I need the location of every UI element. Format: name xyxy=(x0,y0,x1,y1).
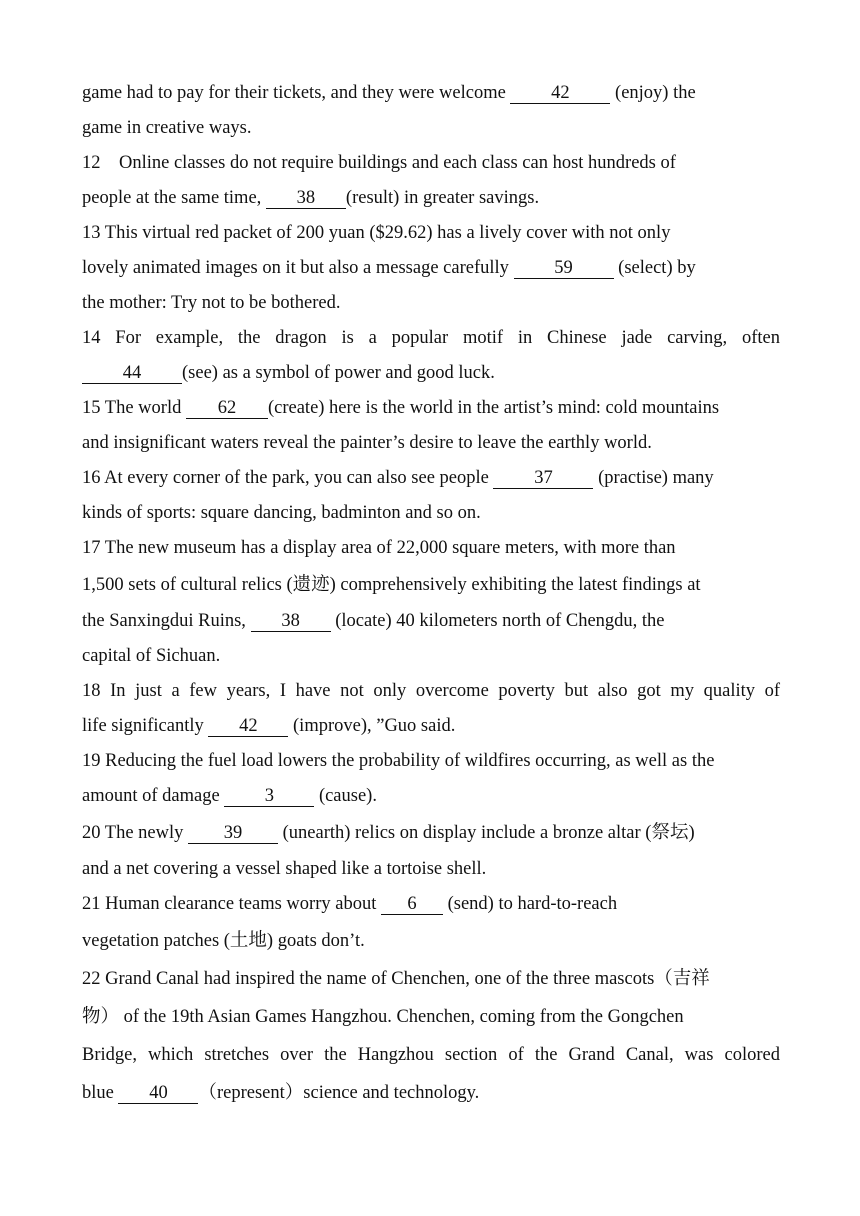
text-line: vegetation patches (土地) goats don’t. xyxy=(82,931,365,951)
answer-blank: 59 xyxy=(514,258,614,279)
text-line: 15 The world 62 (create) here is the world in the artist’s mind: cold mountains xyxy=(82,398,720,418)
text-line: the Sanxingdui Ruins, 38 (locate) 40 kilometers north of Chengdu, the xyxy=(82,611,665,631)
answer-blank: 44 xyxy=(82,363,182,384)
text-line: 21 Human clearance teams worry about 6 (send) to hard-to-reach xyxy=(82,894,618,914)
text-line: life significantly 42 (improve), ”Guo said. xyxy=(82,716,456,736)
answer-blank: 6 xyxy=(381,894,443,915)
text-line: 13 This virtual red packet of 200 yuan ($29.62) has a lively cover with not only xyxy=(82,223,671,243)
text-line: 22 Grand Canal had inspired the name of Chenchen, one of the three mascots（吉祥 xyxy=(82,969,710,989)
text-line: 16 At every corner of the park, you can also see people 37 (practise) many xyxy=(82,468,714,488)
text-line: amount of damage 3 (cause). xyxy=(82,786,377,806)
answer-blank: 39 xyxy=(188,823,278,844)
text-line: lovely animated images on it but also a message carefully 59 (select) by xyxy=(82,258,696,278)
text-line: game in creative ways. xyxy=(82,118,252,138)
text-line: 12 Online classes do not require buildings and each class can host hundreds of xyxy=(82,153,676,173)
text-line: 1,500 sets of cultural relics (遗迹) comprehensively exhibiting the latest findings at xyxy=(82,575,701,595)
answer-blank: 38 xyxy=(266,188,346,209)
text-line: capital of Sichuan. xyxy=(82,646,221,666)
text-line: and a net covering a vessel shaped like a tortoise shell. xyxy=(82,859,487,879)
text-line: blue 40 （represent）science and technology. xyxy=(82,1083,480,1103)
answer-blank: 40 xyxy=(118,1083,198,1104)
text-line: the mother: Try not to be bothered. xyxy=(82,293,341,313)
text-line: and insignificant waters reveal the painter’s desire to leave the earthly world. xyxy=(82,433,652,453)
text-line: game had to pay for their tickets, and they were welcome 42 (enjoy) the xyxy=(82,83,696,103)
text-line: 14 For example, the dragon is a popular motif in Chinese jade carving, often xyxy=(82,328,780,348)
answer-blank: 42 xyxy=(208,716,288,737)
answer-blank: 3 xyxy=(224,786,314,807)
answer-blank: 37 xyxy=(493,468,593,489)
text-line: 44 (see) as a symbol of power and good luck. xyxy=(82,356,780,391)
text-line: 20 The newly 39 (unearth) relics on display include a bronze altar (祭坛) xyxy=(82,823,695,843)
text-line: 17 The new museum has a display area of 22,000 square meters, with more than xyxy=(82,538,676,558)
text-line: 物） of the 19th Asian Games Hangzhou. Chenchen, coming from the Gongchen xyxy=(82,1007,684,1027)
answer-blank: 42 xyxy=(510,83,610,104)
answer-blank: 62 xyxy=(186,398,268,419)
answer-blank: 38 xyxy=(251,611,331,632)
text-line: people at the same time, 38 (result) in greater savings. xyxy=(82,188,540,208)
text-line: Bridge, which stretches over the Hangzhou section of the Grand Canal, was colored xyxy=(82,1045,780,1065)
text-line: 18 In just a few years, I have not only overcome poverty but also got my quality of xyxy=(82,681,780,701)
text-line: kinds of sports: square dancing, badminton and so on. xyxy=(82,503,481,523)
text-line: 19 Reducing the fuel load lowers the probability of wildfires occurring, as well as the xyxy=(82,751,715,771)
